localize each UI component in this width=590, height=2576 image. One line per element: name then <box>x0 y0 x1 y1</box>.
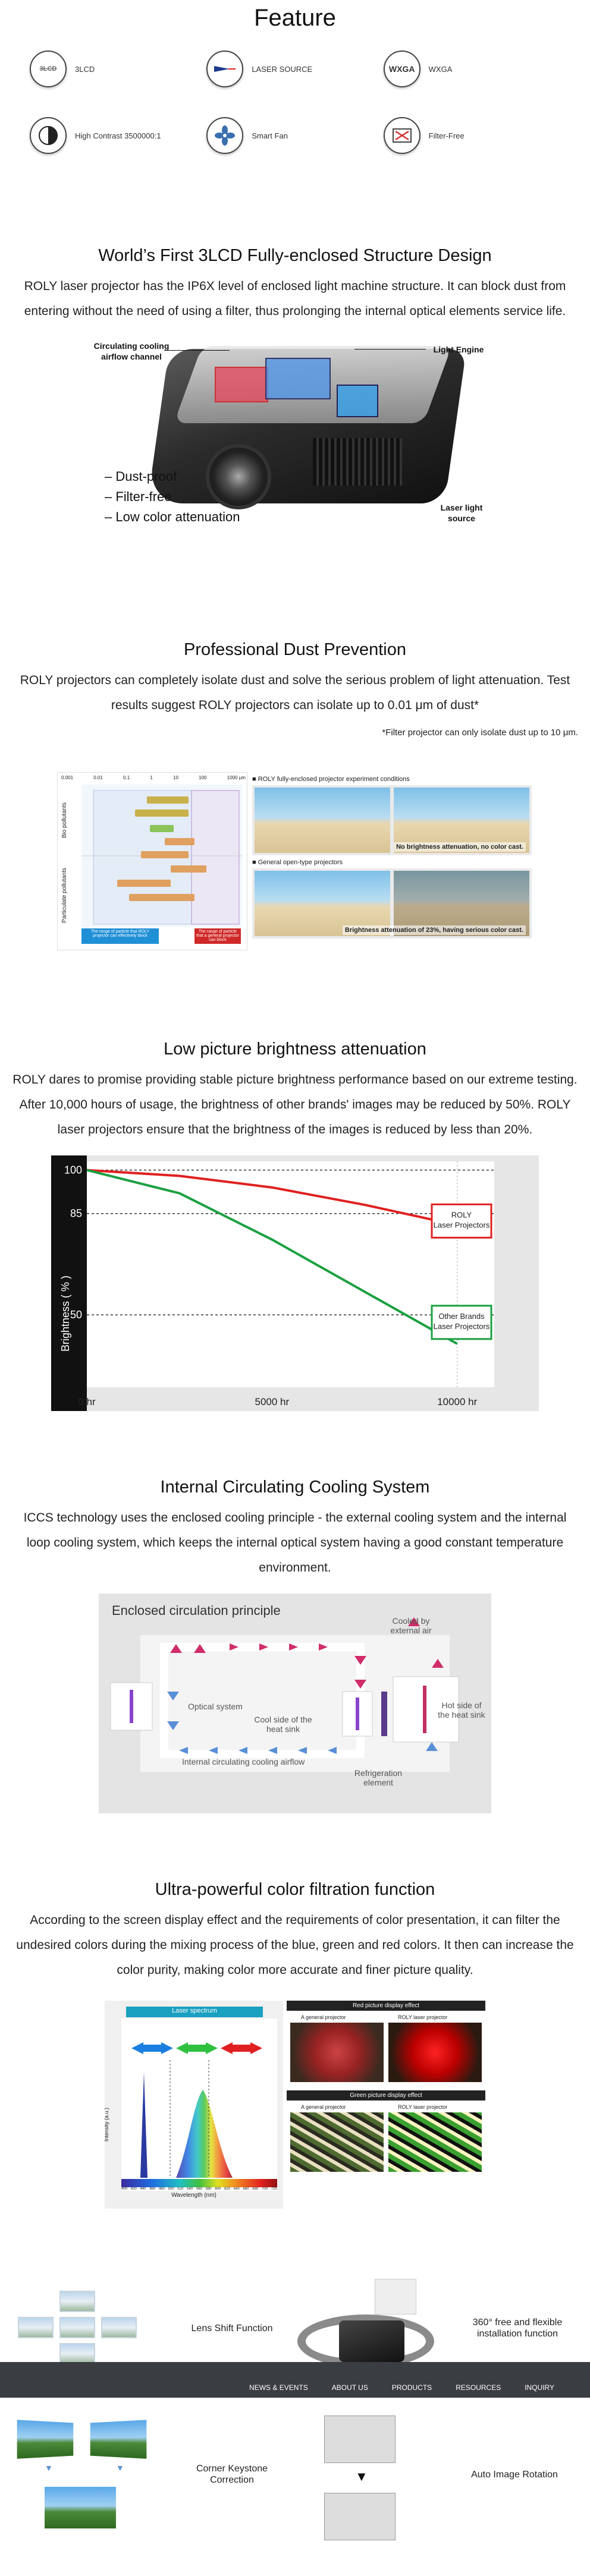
feature-item-filter <box>384 114 560 157</box>
projector-icon <box>339 2320 404 2362</box>
keystone-shot <box>90 2420 147 2459</box>
label-refrigeration: Refrigeration element <box>354 1768 403 1787</box>
3lcd-icon: 3LCD <box>30 51 67 87</box>
butterfly-photo-general <box>290 2112 384 2172</box>
rose-photo-roly <box>388 2023 482 2082</box>
label-airflow: Internal circulating cooling airflow <box>182 1757 305 1766</box>
comparison-labels <box>287 2101 485 2112</box>
group-label: Particulate pollutants <box>61 868 68 923</box>
install-icon <box>375 2279 416 2314</box>
spectrum-title: Laser spectrum <box>172 2007 217 2014</box>
comparison-caption: ■ General open-type projectors <box>252 859 343 866</box>
roly-label: ROLY laser projector <box>398 2014 448 2020</box>
projector-illustration <box>87 337 503 551</box>
lens-shift-shot <box>101 2317 137 2338</box>
label-optical: Optical system <box>188 1702 243 1711</box>
tick-label: 700 <box>262 2187 268 2191</box>
filter-free-icon <box>384 117 420 154</box>
tick-label: 1 <box>150 775 153 780</box>
feature-label: Smart Fan <box>252 131 288 140</box>
callout-line <box>164 350 230 351</box>
airflow-channel-block <box>215 367 268 402</box>
diagram-title: Enclosed circulation principle <box>112 1603 281 1618</box>
y-tick-label: 100 <box>64 1164 82 1176</box>
label-cool-side: Cool side of the heat sink <box>254 1715 312 1734</box>
fan-icon <box>206 117 243 154</box>
contrast-icon <box>30 117 67 154</box>
tick-label: 440 <box>140 2187 146 2191</box>
rotation-label: Auto Image Rotation <box>471 2470 558 2480</box>
feature-item-contrast <box>30 114 206 157</box>
rotation-shot <box>324 2416 396 2463</box>
lens-shift-shot <box>59 2291 95 2312</box>
group-label: Bio pollutants <box>61 802 68 839</box>
general-label: A general projector <box>301 2104 346 2110</box>
feature-label: WXGA <box>428 64 453 74</box>
feature-item-laser <box>206 48 383 90</box>
rotation-shot <box>324 2493 396 2540</box>
laser-source-icon <box>206 51 243 87</box>
nav-news[interactable]: NEWS & EVENTS <box>249 2383 308 2392</box>
bottom-features <box>0 2267 590 2576</box>
callout-engine: Light Engine <box>433 345 484 354</box>
comparison-caption: ■ ROLY fully-enclosed projector experiment conditions <box>252 776 410 783</box>
color-comparison <box>287 2001 485 2209</box>
brightness-section <box>0 950 590 1411</box>
feature-label: High Contrast 3500000:1 <box>75 131 161 140</box>
tick-label: 10 <box>173 775 178 780</box>
laser-spectrum <box>105 2001 283 2209</box>
spectrum-xlabel: Wavelength (nm) <box>171 2192 216 2199</box>
list-item: – Filter-free <box>105 489 172 504</box>
photo-row-general <box>252 868 532 939</box>
site-navbar <box>0 2362 590 2398</box>
tick-label: 460 <box>149 2187 156 2191</box>
list-item: – Dust-proof <box>105 469 177 484</box>
light-engine-block <box>265 358 331 399</box>
feature-list <box>105 467 240 527</box>
tick-label: 1000 μm <box>227 775 246 780</box>
y-tick-label: 85 <box>70 1207 82 1220</box>
tick-label: 100 <box>199 775 207 780</box>
feature-grid <box>0 42 590 157</box>
brightness-chart-svg <box>51 1155 539 1411</box>
keystone-label: Corner Keystone Correction <box>196 2464 268 2485</box>
tick-label: 480 <box>158 2187 165 2191</box>
spectrum-ticks <box>121 2187 277 2191</box>
section-title: World’s First 3LCD Fully-enclosed Structure Design <box>98 246 492 265</box>
free-install-label: 360° free and flexible installation function <box>472 2317 563 2339</box>
red-effect-header: Red picture display effect <box>287 2001 485 2011</box>
tick-label: 540 <box>187 2187 193 2191</box>
photo-note: No brightness attenuation, no color cast. <box>394 842 526 852</box>
dust-figure <box>57 772 533 950</box>
projector-vent <box>313 438 402 486</box>
tick-label: 720 <box>271 2187 277 2191</box>
sample-photo <box>255 788 390 853</box>
nav-products[interactable]: PRODUCTS <box>391 2383 432 2392</box>
tick-label: 620 <box>224 2187 231 2191</box>
section-title: Low picture brightness attenuation <box>164 1040 426 1059</box>
tick-label: 600 <box>215 2187 221 2191</box>
label-cooled: Cooled by external air <box>390 1616 432 1635</box>
feature-item-wxga <box>384 48 560 90</box>
roly-label: ROLY laser projector <box>398 2104 448 2110</box>
arrow-down-icon: ▼ <box>355 2469 368 2484</box>
dust-comparison <box>252 772 532 950</box>
green-effect-header: Green picture display effect <box>287 2090 485 2101</box>
tick-label: 560 <box>196 2187 202 2191</box>
brightness-chart <box>51 1155 539 1411</box>
particle-size-chart <box>57 772 247 950</box>
feature-item-fan <box>206 114 383 157</box>
tick-label: 680 <box>252 2187 259 2191</box>
rose-photos <box>287 2023 485 2082</box>
y-tick-label: 50 <box>70 1309 82 1321</box>
x-tick-label: 10000 hr <box>437 1396 478 1407</box>
legend-label: Other Brands Laser Projectors <box>433 1311 490 1331</box>
feature-label: LASER SOURCE <box>252 64 313 74</box>
nav-items <box>249 2383 554 2392</box>
feature-label: Filter-Free <box>428 131 465 140</box>
tick-label: 520 <box>177 2187 184 2191</box>
general-label: A general projector <box>301 2014 346 2020</box>
nav-about[interactable]: ABOUT US <box>331 2383 368 2392</box>
tick-label: 0.01 <box>93 775 103 780</box>
lens-shift-shot <box>18 2317 54 2338</box>
lens-shift-label: Lens Shift Function <box>191 2323 273 2333</box>
tick-label: 660 <box>243 2187 249 2191</box>
arrow-down-icon: ▼ <box>116 2463 124 2473</box>
section-title: Internal Circulating Cooling System <box>160 1478 430 1497</box>
rose-photo-general <box>290 2023 384 2082</box>
photo-note: Brightness attenuation of 23%, having serious color cast. <box>343 925 526 935</box>
photo-row-roly <box>252 785 532 855</box>
label-hot-side: Hot side of the heat sink <box>438 1700 485 1720</box>
tick-label: 420 <box>130 2187 137 2191</box>
color-filtration-section <box>0 1813 590 2209</box>
tick-label: 0.001 <box>61 775 74 780</box>
butterfly-photos <box>287 2112 485 2172</box>
color-figure <box>105 2001 485 2209</box>
list-item: – Low color attenuation <box>105 509 240 524</box>
nav-resources[interactable]: RESOURCES <box>456 2383 501 2392</box>
callout-laser: Laser light source <box>440 503 483 523</box>
x-tick-label: 0 hr <box>78 1396 96 1407</box>
keystone-corrected-shot <box>45 2487 116 2528</box>
butterfly-photo-roly <box>388 2112 482 2172</box>
section-text: ROLY dares to promise providing stable picture brightness performance based on our extreme testing. After 10,000 hours of usage, the brightness of other brands' images may be reduced by 50%. ROLY laser projectors ensure that the brightness of the images is reduced by less than 20%. <box>12 1073 578 1136</box>
chart-ticks <box>61 775 246 780</box>
light-engine-block <box>337 385 378 417</box>
plot-area <box>87 1161 494 1387</box>
section-text: ICCS technology uses the enclosed cooling principle - the external cooling system and the internal loop cooling system, which keeps the internal optical system having a good constant temperature environment. <box>23 1511 567 1574</box>
callout-cooling: Circulating cooling airflow channel <box>93 341 170 361</box>
tick-label: 0.1 <box>123 775 130 780</box>
keystone-shot <box>17 2420 74 2459</box>
general-range-label: The range of particle that a general projector can block <box>196 930 239 942</box>
section-text: According to the screen display effect and the requirements of color presentation, it can filter the undesired colors during the mixing process of the blue, green and red colors. It then can increase the color purity, making color more accurate and finer picture quality. <box>16 1913 574 1977</box>
tick-label: 640 <box>233 2187 240 2191</box>
spectrum-ylabel: Intensity (a.u.) <box>103 2108 109 2142</box>
arrow-down-icon: ▼ <box>45 2463 53 2473</box>
section-text: ROLY laser projector has the IP6X level of enclosed light machine structure. It can block dust from entering without the need of using a filter, thus prolonging the internal optical elements service life. <box>24 279 566 318</box>
feature-label: 3LCD <box>75 64 95 74</box>
wxga-icon: WXGA <box>384 51 420 87</box>
y-axis-label: Brightness ( % ) <box>59 1275 71 1352</box>
nav-inquiry[interactable]: INQUIRY <box>525 2383 554 2392</box>
lens-shift-shot <box>59 2317 95 2338</box>
section-title: Ultra-powerful color filtration function <box>155 1880 435 1899</box>
legend-label: ROLY Laser Projectors <box>433 1210 490 1230</box>
section-title: Professional Dust Prevention <box>184 640 406 659</box>
feature-section <box>0 0 590 157</box>
dust-prevention-section <box>0 551 590 950</box>
roly-range-label: The range of particle that ROLY projector can effectively block <box>90 930 150 938</box>
cooling-diagram <box>99 1594 491 1813</box>
feature-title: Feature <box>254 5 336 31</box>
comparison-labels <box>287 2011 485 2023</box>
tick-label: 500 <box>168 2187 174 2191</box>
lens-shift-shot <box>59 2343 95 2364</box>
x-tick-label: 5000 hr <box>255 1396 290 1407</box>
cooling-section <box>0 1411 590 1813</box>
tick-label: 400 <box>121 2187 128 2191</box>
tick-label: 580 <box>205 2187 212 2191</box>
feature-item-3lcd <box>30 48 206 90</box>
footnote: *Filter projector can only isolate dust up to 10 μm. <box>382 728 578 738</box>
enclosed-structure-section <box>0 157 590 551</box>
section-text: ROLY projectors can completely isolate dust and solve the serious problem of light attenuation. Test results suggest ROLY projectors can isolate up to 0.01 μm of dust* <box>20 673 570 712</box>
